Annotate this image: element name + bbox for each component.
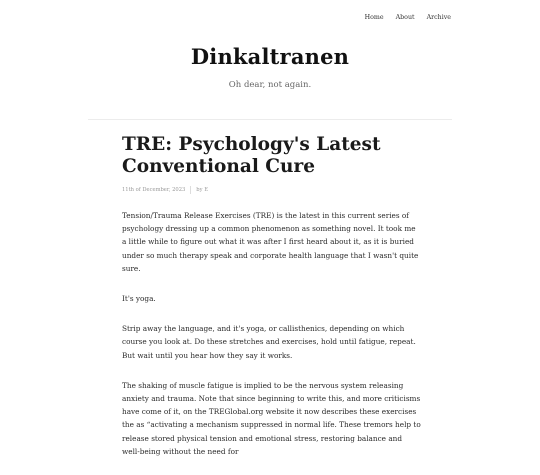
post-paragraph: Tension/Trauma Release Exercises (TRE) is the latest in this current series of psychology dressing up a common phenomenon as something novel. It took me a little while to figure out what it was after I first heard about it, as it is buried under so much therapy speak and corporate health language that I wasn't quite sure. xyxy=(122,211,419,273)
post-paragraph: The shaking of muscle fatigue is implied to be the nervous system releasing anxiety and trauma. Note that since beginning to write this, and more criticisms have come of it, on the TREGlobal.org website it now describes these exercises the as “activating a mechanism suppressed in normal life. These tremors help to release stored physical tension and emotional stress, restoring balance and well-being without the need for xyxy=(122,380,421,456)
post-author: by E xyxy=(196,187,208,193)
post-paragraph: Strip away the language, and it's yoga, or callisthenics, depending on which course you look at. Do these stretches and exercises, hold until fatigue, repeat. But wait until you hear how they say it works. xyxy=(122,324,416,360)
top-navigation xyxy=(365,14,451,21)
meta-separator xyxy=(190,186,191,194)
post-date[interactable]: 11th of December, 2023 xyxy=(122,187,186,193)
blog-post xyxy=(122,134,422,475)
site-description: Oh dear, not again. xyxy=(228,80,312,90)
post-title[interactable]: TRE: Psychology's Latest Conventional Cure xyxy=(122,134,381,177)
nav-home-link[interactable]: Home xyxy=(364,14,384,21)
post-paragraph: It's yoga. xyxy=(122,294,156,304)
post-content xyxy=(122,209,422,458)
post-meta xyxy=(122,186,422,194)
site-title[interactable]: Dinkaltranen xyxy=(190,44,350,69)
header-divider xyxy=(88,119,452,120)
nav-about-link[interactable]: About xyxy=(395,14,415,21)
nav-archive-link[interactable]: Archive xyxy=(426,14,451,21)
